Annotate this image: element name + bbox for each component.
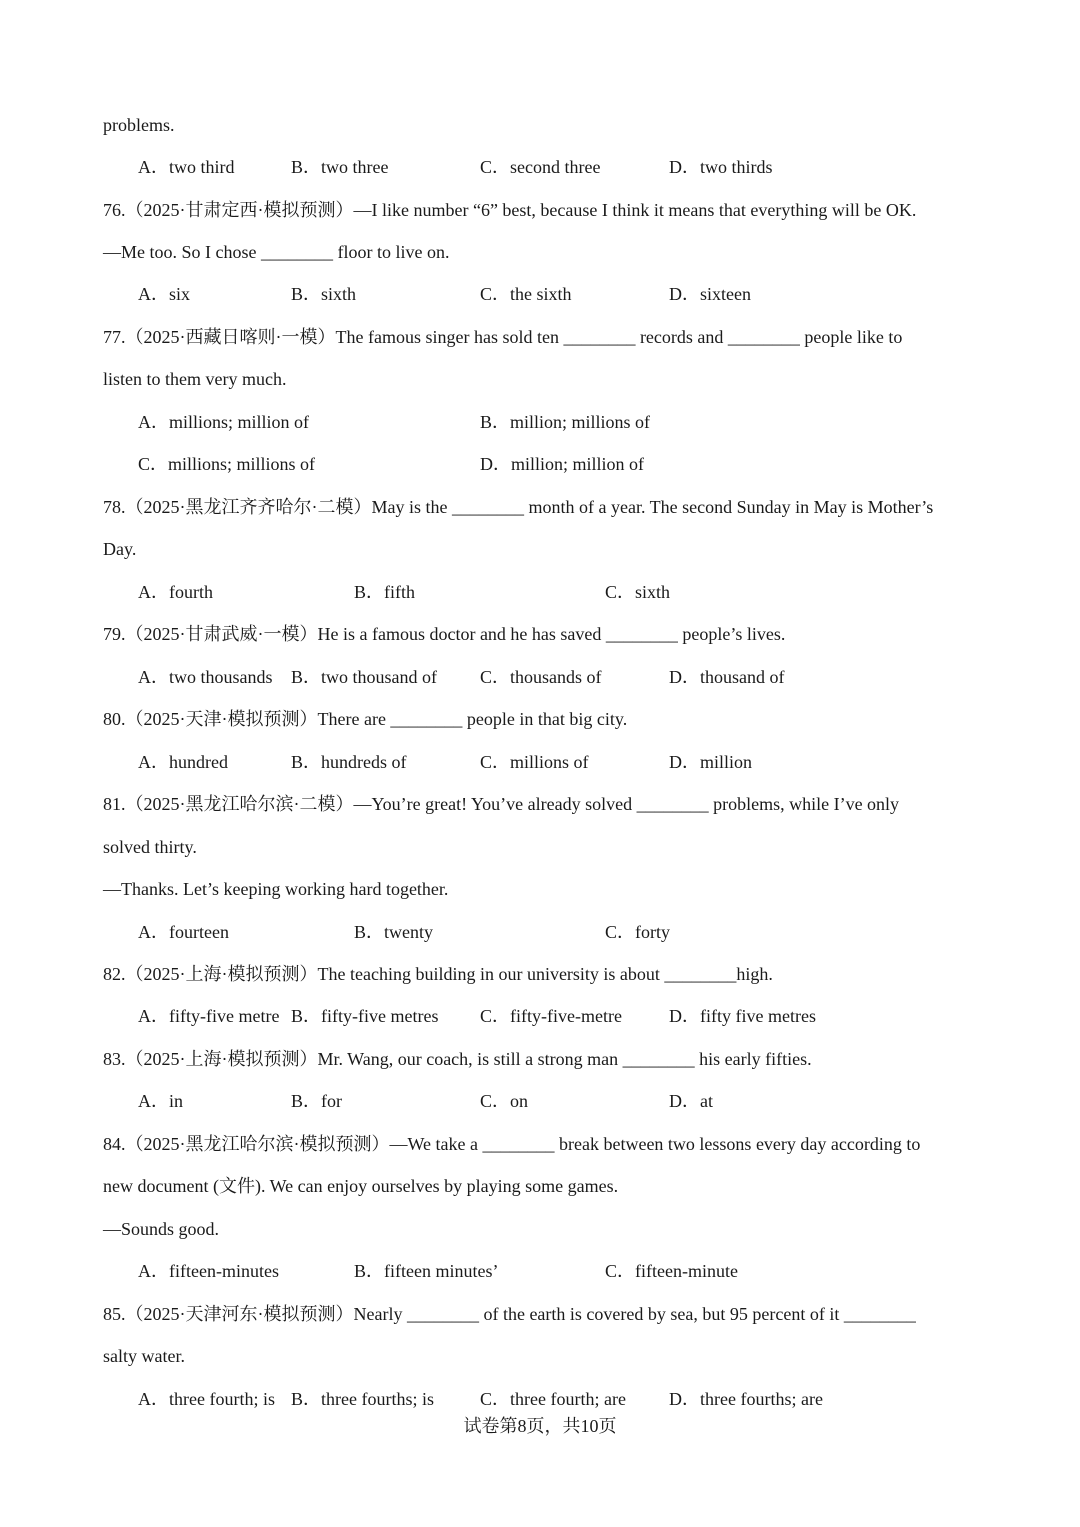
option-b: B．for [291, 1091, 342, 1111]
option-c: C．fifteen-minute [605, 1261, 738, 1281]
option-a: A．millions; million of [138, 412, 310, 432]
question-77-stem-cont: listen to them very much. [103, 369, 287, 389]
option-b: B．two thousand of [291, 667, 437, 687]
option-d: D．at [669, 1091, 713, 1111]
option-d: D．fifty five metres [669, 1006, 816, 1026]
option-a: A．three fourth; is [138, 1389, 275, 1409]
option-a: A．two thousands [138, 667, 273, 687]
option-c: C．forty [605, 922, 670, 942]
option-c: C．millions; millions of [138, 454, 316, 474]
question-81-stem-reply: —Thanks. Let’s keeping working hard together. [103, 879, 449, 899]
option-c: C．three fourth; are [480, 1389, 626, 1409]
question-79-stem: 79.（2025·甘肃武威·一模）He is a famous doctor and he has saved ________ people’s lives. [103, 624, 786, 644]
option-d: D．million; million of [480, 454, 645, 474]
question-76-stem-cont: —Me too. So I chose ________ floor to live on. [103, 242, 450, 262]
option-c: C．second three [480, 157, 601, 177]
question-78-stem: 78.（2025·黑龙江齐齐哈尔·二模）May is the ________ month of a year. The second Sunday in May is Mother’s [103, 497, 934, 517]
option-a: A．two third [138, 157, 235, 177]
option-c: C．fifty-five-metre [480, 1006, 622, 1026]
option-c: C．on [480, 1091, 529, 1111]
option-b: B．three fourths; is [291, 1389, 434, 1409]
page-footer: 试卷第8页，共10页 [463, 1416, 617, 1436]
option-d: D．million [669, 752, 753, 772]
option-d: D．three fourths; are [669, 1389, 823, 1409]
option-c: C．the sixth [480, 284, 572, 304]
option-b: B．sixth [291, 284, 357, 304]
question-80-stem: 80.（2025·天津·模拟预测）There are ________ people in that big city. [103, 709, 628, 729]
option-b: B．million; millions of [480, 412, 651, 432]
option-b: B．fifth [354, 582, 415, 602]
option-b: B．fifteen minutes’ [354, 1261, 499, 1281]
option-b: B．hundreds of [291, 752, 407, 772]
question-82-stem: 82.（2025·上海·模拟预测）The teaching building in our university is about ________high. [103, 964, 773, 984]
option-d: D．two thirds [669, 157, 773, 177]
question-text: problems. [103, 115, 175, 135]
option-a: A．six [138, 284, 191, 304]
option-d: D．sixteen [669, 284, 751, 304]
question-81-stem: 81.（2025·黑龙江哈尔滨·二模）—You’re great! You’ve already solved ________ problems, while I’ve only [103, 794, 900, 814]
option-a: A．fifty-five metre [138, 1006, 280, 1026]
option-a: A．in [138, 1091, 183, 1111]
option-b: B．twenty [354, 922, 433, 942]
option-a: A．hundred [138, 752, 228, 772]
question-85-stem-cont: salty water. [103, 1346, 185, 1366]
question-81-stem-cont: solved thirty. [103, 837, 197, 857]
question-84-stem: 84.（2025·黑龙江哈尔滨·模拟预测）—We take a ________ break between two lessons every day according to [103, 1134, 921, 1154]
question-85-stem: 85.（2025·天津河东·模拟预测）Nearly ________ of the earth is covered by sea, but 95 percent of it ________ [103, 1304, 916, 1324]
question-76-stem: 76.（2025·甘肃定西·模拟预测）—I like number “6” best, because I think it means that everything will be OK. [103, 200, 917, 220]
option-d: D．thousand of [669, 667, 785, 687]
option-c: C．thousands of [480, 667, 602, 687]
option-b: B．two three [291, 157, 389, 177]
option-a: A．fifteen-minutes [138, 1261, 279, 1281]
question-78-stem-cont: Day. [103, 539, 137, 559]
question-84-stem-cont: new document (文件). We can enjoy ourselves by playing some games. [103, 1176, 619, 1196]
question-77-stem: 77.（2025·西藏日喀则·一模）The famous singer has sold ten ________ records and ________ people like to [103, 327, 903, 347]
option-b: B．fifty-five metres [291, 1006, 439, 1026]
option-c: C．millions of [480, 752, 589, 772]
option-c: C．sixth [605, 582, 671, 602]
question-83-stem: 83.（2025·上海·模拟预测）Mr. Wang, our coach, is still a strong man ________ his early fifties. [103, 1049, 812, 1069]
option-a: A．fourteen [138, 922, 229, 942]
option-a: A．fourth [138, 582, 213, 602]
question-84-stem-reply: —Sounds good. [103, 1219, 220, 1239]
